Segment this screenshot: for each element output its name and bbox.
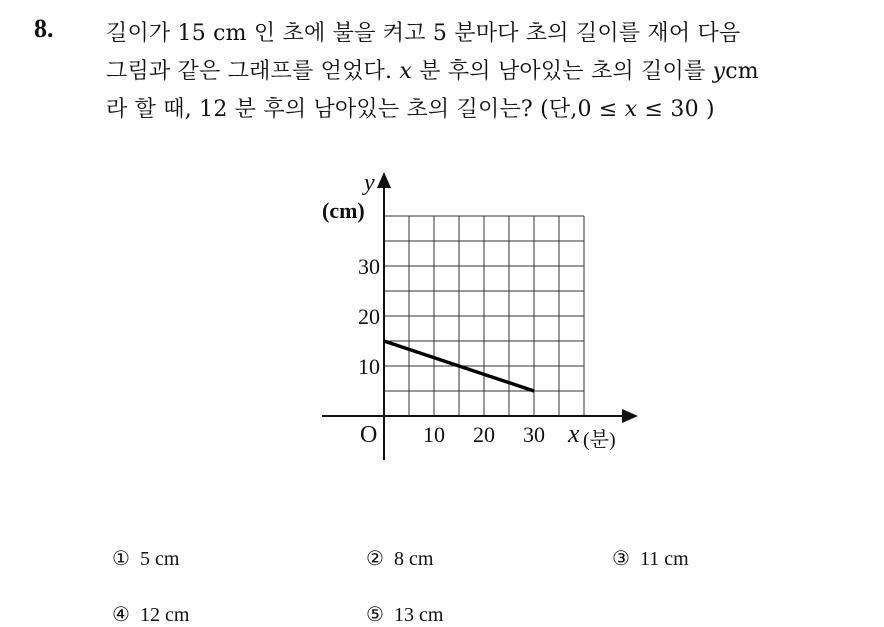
question-text-line-3 [106, 92, 715, 123]
y-axis-unit-label: (cm) [322, 198, 365, 223]
question-text-segment: ≤ 30 ) [637, 97, 715, 122]
question-text-segment: 라 할 때, 12 분 후의 남아있는 초의 길이는? (단,0 ≤ [106, 97, 625, 122]
x-tick-label: 10 [423, 422, 445, 447]
question-text-line-1: 길이가 15 cm 인 초에 불을 켜고 5 분마다 초의 길이를 재어 다음 [106, 21, 741, 46]
answer-option-5[interactable] [366, 602, 443, 627]
option-text: 5 cm [139, 548, 180, 570]
option-marker: ④ [112, 604, 130, 626]
option-marker: ① [112, 548, 130, 570]
x-tick-label: 30 [523, 422, 545, 447]
x-axis-label: x [568, 419, 580, 448]
candle-length-graph [300, 160, 660, 470]
y-axis-arrow-icon [377, 172, 391, 188]
answer-option-3[interactable] [612, 546, 689, 571]
x-axis-arrow-icon [622, 409, 638, 423]
question-text-segment: 그림과 같은 그래프를 얻었다. [106, 59, 400, 84]
question-text-segment: 분 후의 남아있는 초의 길이를 [412, 59, 713, 84]
option-text: 8 cm [393, 548, 434, 570]
option-marker: ③ [612, 548, 630, 570]
origin-label: O [360, 422, 378, 448]
unit-cm: cm [725, 59, 759, 84]
x-tick-label: 20 [473, 422, 495, 447]
x-axis-unit-label: (분) [583, 429, 616, 451]
answer-option-1[interactable] [112, 546, 179, 571]
y-axis-label: y [364, 170, 375, 196]
y-tick-label: 10 [358, 354, 380, 379]
y-tick-label: 20 [358, 304, 380, 329]
variable-y: y [712, 59, 726, 84]
question-number: 8. [34, 14, 54, 43]
answer-option-2[interactable] [366, 546, 433, 571]
option-marker: ② [366, 548, 384, 570]
option-text: 13 cm [393, 604, 444, 626]
tick-labels [358, 254, 545, 447]
question-text-line-2 [106, 54, 759, 85]
variable-x: x [399, 59, 413, 84]
y-tick-label: 30 [358, 254, 380, 279]
variable-x: x [624, 97, 638, 122]
option-text: 11 cm [639, 548, 689, 570]
option-marker: ⑤ [366, 604, 384, 626]
option-text: 12 cm [139, 604, 190, 626]
answer-option-4[interactable] [112, 602, 189, 627]
grid [384, 216, 584, 416]
